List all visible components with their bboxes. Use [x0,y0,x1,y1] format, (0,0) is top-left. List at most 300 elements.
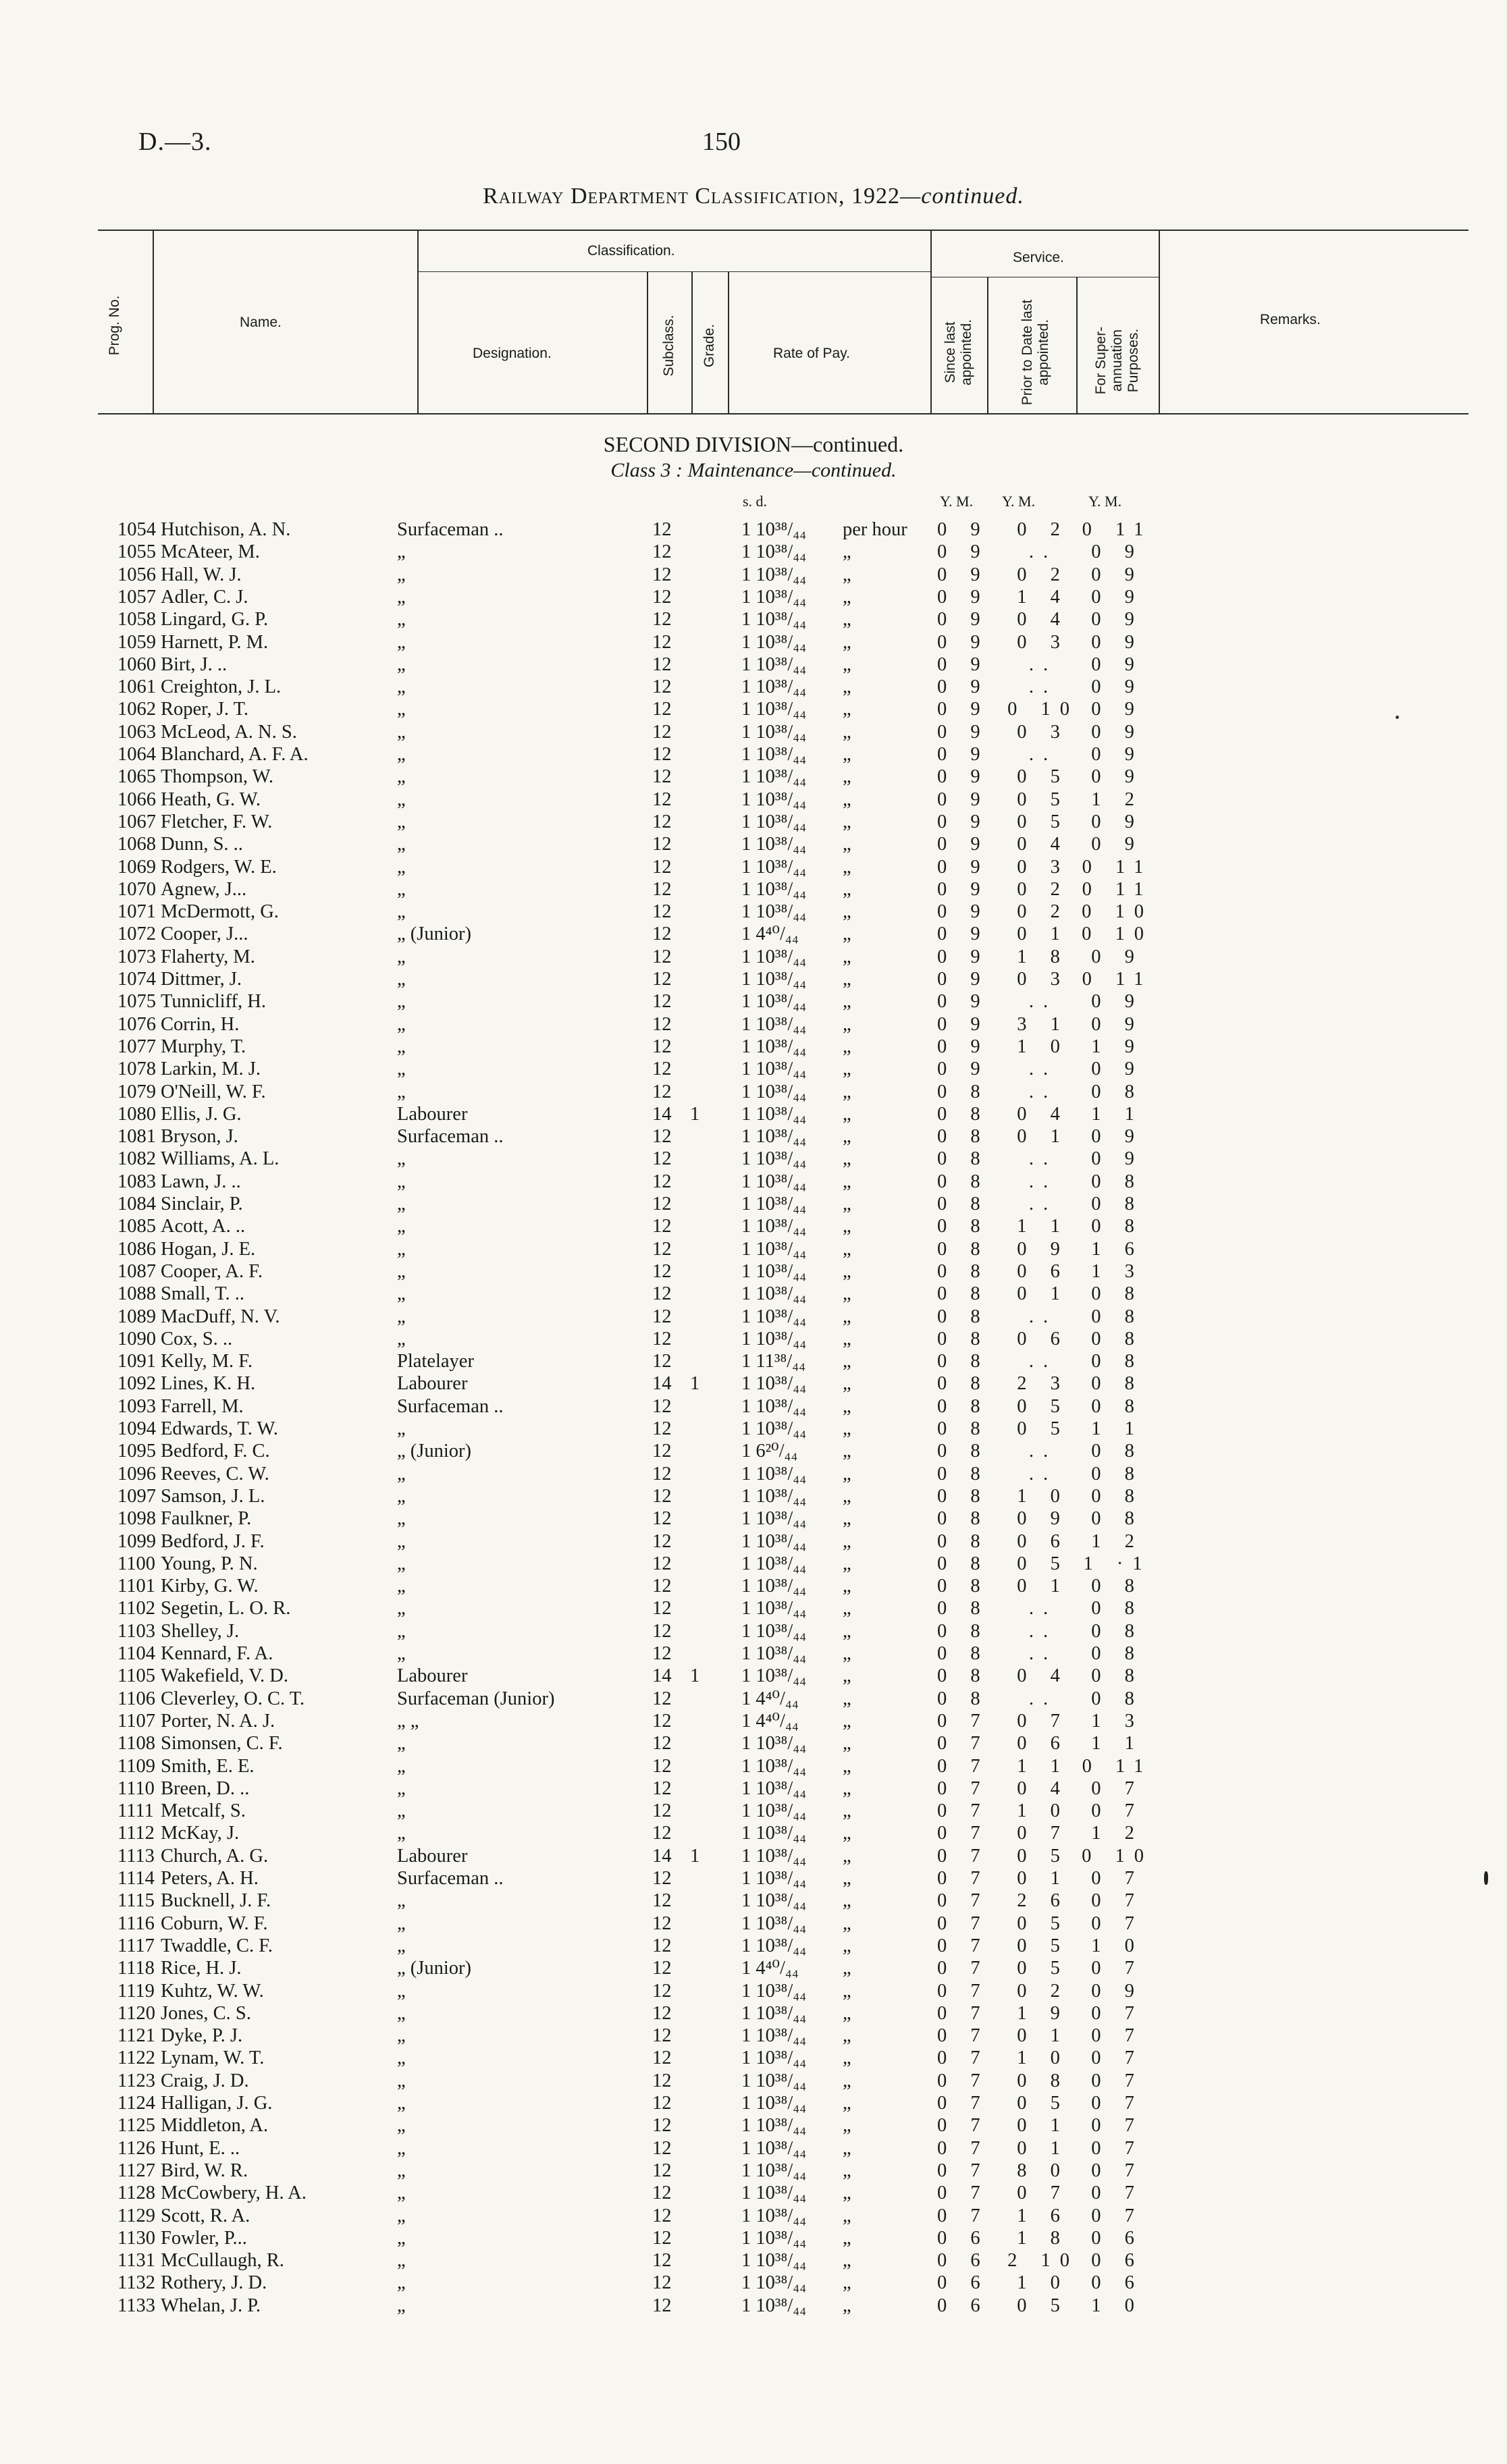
since-last-appointed: 0 7 [937,1912,990,1934]
table-row [0,1710,1507,1732]
subclass: 12 [652,609,672,631]
since-last-appointed: 0 9 [937,1059,990,1080]
designation: „ [397,2182,406,2204]
superannuation: 1 1 [1091,1103,1144,1125]
subclass: 12 [652,1935,672,1956]
rate-of-pay: 1 10³⁸/₄₄ [741,946,807,967]
employee-name: Rodgers, W. E. [161,856,277,878]
pay-period: „ [843,1395,851,1417]
superannuation: 0 7 [1091,2182,1144,2204]
designation: „ (Junior) [397,923,472,945]
pay-period: „ [843,1171,851,1192]
subclass: 12 [652,1395,672,1417]
since-last-appointed: 0 8 [937,1194,990,1214]
employee-name: Segetin, L. O. R. [161,1598,291,1619]
superannuation: 0 9 [1091,699,1144,720]
subclass: 12 [652,1059,672,1080]
prior-to-date: .. [1028,991,1058,1013]
since-last-appointed: 0 7 [937,1845,990,1867]
rate-of-pay: 1 6²⁰/₄₄ [741,1441,798,1462]
subclass: 12 [652,1260,672,1282]
prior-to-date: 0 10 [1007,699,1079,720]
since-last-appointed: 0 8 [937,1418,990,1439]
designation: „ [397,1171,406,1192]
subclass: 12 [652,1553,672,1574]
table-row [0,2249,1507,2272]
rate-of-pay: 1 10³⁸/₄₄ [741,1620,807,1642]
since-last-appointed: 0 7 [937,2093,990,2114]
employee-name: Shelley, J. [161,1620,240,1642]
table-row [0,698,1507,720]
designation: „ [397,631,406,653]
header-since-last: Since last appointed. [943,319,974,386]
prog-no: 1057 [117,586,156,608]
rate-of-pay: 1 10³⁸/₄₄ [741,2093,807,2114]
prog-no: 1084 [117,1194,156,1214]
superannuation: 0 8 [1091,1463,1144,1484]
superannuation: 1 6 [1091,1238,1144,1260]
subclass: 12 [652,946,672,967]
prior-to-date: .. [1028,1688,1058,1709]
prior-to-date: .. [1028,1598,1058,1619]
employee-name: McAteer, M. [161,541,260,563]
rate-of-pay: 1 10³⁸/₄₄ [741,1418,807,1439]
employee-name: Kirby, G. W. [161,1576,259,1597]
superannuation: 0 9 [1091,1148,1144,1170]
employee-name: Roper, J. T. [161,699,249,720]
superannuation: 0 9 [1091,1013,1144,1035]
table-row [0,1890,1507,1912]
rate-of-pay: 1 10³⁸/₄₄ [741,1643,807,1664]
rate-of-pay: 1 10³⁸/₄₄ [741,2002,807,2024]
table-row [0,721,1507,743]
superannuation: 1 ·1 [1083,1553,1152,1574]
pay-period: „ [843,1463,851,1484]
rate-of-pay: 1 10³⁸/₄₄ [741,744,807,765]
unit-ym-since: Y. M. [940,493,974,510]
since-last-appointed: 0 8 [937,1260,990,1282]
employee-name: Whelan, J. P. [161,2295,261,2316]
designation: Surfaceman .. [397,1868,504,1889]
prog-no: 1062 [117,699,156,720]
prog-no: 1064 [117,744,156,765]
since-last-appointed: 0 7 [937,2002,990,2024]
since-last-appointed: 0 9 [937,878,990,900]
prior-to-date: .. [1028,1059,1058,1080]
employee-name: Wakefield, V. D. [161,1665,288,1687]
prog-no: 1066 [117,788,156,810]
prog-no: 1102 [117,1598,155,1619]
employee-name: Tunnicliff, H. [161,991,266,1013]
since-last-appointed: 0 8 [937,1598,990,1619]
pay-period: „ [843,1351,851,1372]
pay-period: „ [843,1823,851,1844]
superannuation: 0 7 [1091,1868,1144,1889]
prior-to-date: 3 1 [1017,1013,1069,1035]
header-prior-to: Prior to Date last appointed. [1020,299,1051,406]
pay-period: „ [843,2047,851,2069]
subclass: 12 [652,699,672,720]
employee-name: Adler, C. J. [161,586,248,608]
subclass: 12 [652,856,672,878]
subclass: 12 [652,1912,672,1934]
employee-name: Kennard, F. A. [161,1643,273,1664]
header-for-super: For Super-annuation Purposes. [1093,326,1141,395]
since-last-appointed: 0 6 [937,2295,990,2316]
col-divider [1159,230,1160,413]
table-row [0,2025,1507,2047]
since-last-appointed: 0 7 [937,1980,990,2002]
rate-of-pay: 1 10³⁸/₄₄ [741,1306,807,1327]
pay-period: „ [843,1059,851,1080]
prior-to-date: 1 1 [1017,1755,1069,1777]
since-last-appointed: 0 9 [937,834,990,855]
rate-of-pay: 1 10³⁸/₄₄ [741,2272,807,2294]
class-title: Class 3 : Maintenance—continued. [610,459,897,481]
prior-to-date: .. [1028,1351,1058,1372]
prog-no: 1126 [117,2137,155,2159]
rate-of-pay: 1 10³⁸/₄₄ [741,1598,807,1619]
pay-period: „ [843,1755,851,1777]
prior-to-date: 1 0 [1017,1036,1069,1057]
subclass: 12 [652,1126,672,1148]
table-row [0,1081,1507,1103]
superannuation: 0 6 [1091,2250,1144,2272]
subclass: 12 [652,1013,672,1035]
pay-period: „ [843,1081,851,1102]
table-row [0,1755,1507,1777]
employee-name: Heath, G. W. [161,788,261,810]
rate-of-pay: 1 10³⁸/₄₄ [741,2295,807,2316]
employee-name: Cox, S. .. [161,1328,233,1349]
employee-name: Porter, N. A. J. [161,1710,275,1732]
table-row [0,923,1507,945]
table-row [0,1193,1507,1215]
col-divider [728,271,729,413]
since-last-appointed: 0 9 [937,969,990,990]
superannuation: 1 9 [1091,1036,1144,1057]
rate-of-pay: 1 10³⁸/₄₄ [741,541,807,563]
prior-to-date: 0 5 [1017,1845,1069,1867]
subclass: 12 [652,834,672,855]
designation: „ [397,1216,406,1237]
employee-name: Samson, J. L. [161,1485,265,1507]
prog-no: 1130 [117,2227,155,2249]
rate-of-pay: 1 10³⁸/₄₄ [741,631,807,653]
since-last-appointed: 0 7 [937,2047,990,2069]
rate-of-pay: 1 10³⁸/₄₄ [741,901,807,923]
unit-sd: s. d. [743,493,768,510]
subclass: 12 [652,1643,672,1664]
since-last-appointed: 0 8 [937,1643,990,1664]
table-row [0,878,1507,901]
table-row [0,1980,1507,2002]
designation: „ [397,2227,406,2249]
col-divider [417,230,419,413]
rate-of-pay: 1 10³⁸/₄₄ [741,1576,807,1597]
prog-no: 1055 [117,541,156,563]
designation: „ [397,811,406,832]
prior-to-date: 0 5 [1017,1912,1069,1934]
table-row [0,833,1507,855]
subclass: 12 [652,744,672,765]
prior-to-date: 0 3 [1017,969,1069,990]
pay-period: „ [843,1576,851,1597]
superannuation: 0 9 [1091,631,1144,653]
since-last-appointed: 0 8 [937,1238,990,1260]
rate-of-pay: 1 10³⁸/₄₄ [741,2115,807,2137]
prog-no: 1123 [117,2070,155,2091]
subclass: 12 [652,2250,672,2272]
subclass: 12 [652,1081,672,1102]
subclass: 12 [652,541,672,563]
table-row [0,1597,1507,1619]
pay-period: „ [843,1194,851,1214]
prog-no: 1073 [117,946,156,967]
employee-name: Jones, C. S. [161,2002,251,2024]
since-last-appointed: 0 9 [937,653,990,675]
pay-period: „ [843,2137,851,2159]
superannuation: 0 8 [1091,1081,1144,1102]
designation: „ [397,1890,406,1912]
designation: „ [397,878,406,900]
prior-to-date: 0 6 [1017,1328,1069,1349]
col-divider [930,230,932,413]
subclass: 12 [652,2182,672,2204]
pay-period: „ [843,1912,851,1934]
prior-to-date: .. [1028,1081,1058,1102]
prior-to-date: 0 1 [1017,1126,1069,1148]
designation: „ [397,991,406,1013]
superannuation: 0 8 [1091,1620,1144,1642]
subclass: 12 [652,1328,672,1349]
since-last-appointed: 0 8 [937,1553,990,1574]
since-last-appointed: 0 9 [937,744,990,765]
table-row [0,1215,1507,1237]
table-row [0,1620,1507,1642]
employee-name: Lawn, J. .. [161,1171,241,1192]
superannuation: 0 8 [1091,1441,1144,1462]
prog-no: 1110 [117,1777,155,1799]
prior-to-date: 0 7 [1017,1710,1069,1732]
rate-of-pay: 1 10³⁸/₄₄ [741,1755,807,1777]
pay-period: „ [843,1238,851,1260]
superannuation: 0 9 [1091,1980,1144,2002]
since-last-appointed: 0 6 [937,2250,990,2272]
pay-period: „ [843,1958,851,1979]
designation: „ [397,2093,406,2114]
prog-no: 1079 [117,1081,156,1102]
designation: „ [397,609,406,631]
pay-period: „ [843,2070,851,2091]
table-row [0,1553,1507,1575]
pay-period: „ [843,541,851,563]
superannuation: 0 7 [1091,2137,1144,2159]
table-row [0,1957,1507,1979]
designation: „ [397,1576,406,1597]
designation: „ [397,856,406,878]
employee-name: Agnew, J... [161,878,247,900]
superannuation: 0 8 [1091,1643,1144,1664]
designation: Surfaceman (Junior) [397,1688,555,1709]
rate-of-pay: 1 10³⁸/₄₄ [741,2070,807,2091]
table-row [0,811,1507,833]
pay-period: „ [843,1260,851,1282]
since-last-appointed: 0 8 [937,1441,990,1462]
subclass: 12 [652,1530,672,1552]
employee-name: McLeod, A. N. S. [161,721,297,743]
designation: „ „ [397,1710,419,1732]
pay-period: „ [843,1148,851,1170]
table-row [0,1665,1507,1687]
prog-no: 1090 [117,1328,156,1349]
rate-of-pay: 1 10³⁸/₄₄ [741,1216,807,1237]
subclass: 12 [652,2070,672,2091]
classification-rule [417,271,930,272]
designation: „ [397,1755,406,1777]
superannuation: 1 2 [1091,1823,1144,1844]
pay-period: „ [843,946,851,967]
prior-to-date: 0 2 [1017,519,1069,540]
table-row [0,1800,1507,1822]
designation: „ (Junior) [397,1958,472,1979]
employee-name: Hogan, J. E. [161,1238,256,1260]
prior-to-date: 1 0 [1017,1800,1069,1822]
rate-of-pay: 1 10³⁸/₄₄ [741,2047,807,2069]
page-id: D.—3. [138,128,212,156]
designation: „ [397,699,406,720]
designation: „ [397,1912,406,1934]
employee-name: Bedford, F. C. [161,1441,270,1462]
pay-period: „ [843,744,851,765]
since-last-appointed: 0 8 [937,1576,990,1597]
pay-period: „ [843,1777,851,1799]
prior-to-date: 0 1 [1017,1868,1069,1889]
prior-to-date: 0 4 [1017,1665,1069,1687]
designation: „ [397,1238,406,1260]
rate-of-pay: 1 10³⁸/₄₄ [741,1260,807,1282]
prior-to-date: .. [1028,1171,1058,1192]
table-row [0,1440,1507,1462]
superannuation: 1 3 [1091,1260,1144,1282]
prior-to-date: .. [1028,1463,1058,1484]
col-divider [691,271,693,413]
superannuation: 0 9 [1091,564,1144,585]
designation: „ (Junior) [397,1441,472,1462]
subclass: 14 [652,1373,672,1395]
since-last-appointed: 0 7 [937,2137,990,2159]
prior-to-date: 0 3 [1017,721,1069,743]
superannuation: 0 6 [1091,2272,1144,2294]
since-last-appointed: 0 6 [937,2227,990,2249]
prior-to-date: 0 2 [1017,878,1069,900]
prog-no: 1056 [117,564,156,585]
superannuation: 0 7 [1091,2115,1144,2137]
designation: Surfaceman .. [397,1126,504,1148]
prog-no: 1129 [117,2205,155,2226]
col-divider [647,271,648,413]
designation: „ [397,1485,406,1507]
superannuation: 1 2 [1091,788,1144,810]
superannuation: 0 9 [1091,653,1144,675]
table-row [0,631,1507,653]
designation: „ [397,1013,406,1035]
pay-period: „ [843,653,851,675]
since-last-appointed: 0 9 [937,586,990,608]
table-row [0,1013,1507,1036]
employee-name: Simonsen, C. F. [161,1733,283,1755]
superannuation: 0 8 [1091,1665,1144,1687]
subclass: 12 [652,923,672,945]
since-last-appointed: 0 9 [937,699,990,720]
rate-of-pay: 1 10³⁸/₄₄ [741,2137,807,2159]
table-row [0,1306,1507,1328]
pay-period: „ [843,766,851,788]
prior-to-date: 0 2 [1017,564,1069,585]
designation: „ [397,1530,406,1552]
prog-no: 1082 [117,1148,156,1170]
prog-no: 1058 [117,609,156,631]
pay-period: „ [843,1530,851,1552]
designation: „ [397,1598,406,1619]
prog-no: 1094 [117,1418,156,1439]
header-subclass: Subclass. [661,315,677,377]
prog-no: 1104 [117,1643,155,1664]
prior-to-date: 0 5 [1017,1553,1069,1574]
since-last-appointed: 0 9 [937,946,990,967]
prior-to-date: 2 3 [1017,1373,1069,1395]
prog-no: 1119 [117,1980,155,2002]
designation: „ [397,2025,406,2047]
prog-no: 1077 [117,1036,156,1057]
employee-name: McDermott, G. [161,901,279,923]
designation: „ [397,1148,406,1170]
pay-period: „ [843,811,851,832]
subclass: 12 [652,991,672,1013]
pay-period: „ [843,2227,851,2249]
prior-to-date: 1 8 [1017,946,1069,967]
employee-name: Bird, W. R. [161,2160,248,2181]
designation: „ [397,1328,406,1349]
subclass: 12 [652,653,672,675]
table-row [0,1485,1507,1507]
superannuation: 0 7 [1091,2160,1144,2181]
prog-no: 1127 [117,2160,155,2181]
employee-name: Scott, R. A. [161,2205,250,2226]
prog-no: 1132 [117,2272,155,2294]
designation: „ [397,721,406,743]
rate-of-pay: 1 10³⁸/₄₄ [741,1373,807,1395]
rate-of-pay: 1 10³⁸/₄₄ [741,1283,807,1305]
subclass: 14 [652,1103,672,1125]
prog-no: 1086 [117,1238,156,1260]
pay-period: „ [843,2182,851,2204]
division-title: SECOND DIVISION—continued. [603,432,904,456]
header-service: Service. [1013,250,1064,265]
employee-name: Edwards, T. W. [161,1418,278,1439]
since-last-appointed: 0 7 [937,2205,990,2226]
rate-of-pay: 1 11³⁸/₄₄ [741,1351,806,1372]
prog-no: 1107 [117,1710,155,1732]
superannuation: 0 7 [1091,1890,1144,1912]
prior-to-date: 0 3 [1017,856,1069,878]
prior-to-date: 0 7 [1017,2182,1069,2204]
employee-name: Middleton, A. [161,2115,269,2137]
employee-name: Dyke, P. J. [161,2025,243,2047]
prior-to-date: .. [1028,541,1058,563]
superannuation: 0 10 [1082,1845,1153,1867]
subclass: 12 [652,901,672,923]
